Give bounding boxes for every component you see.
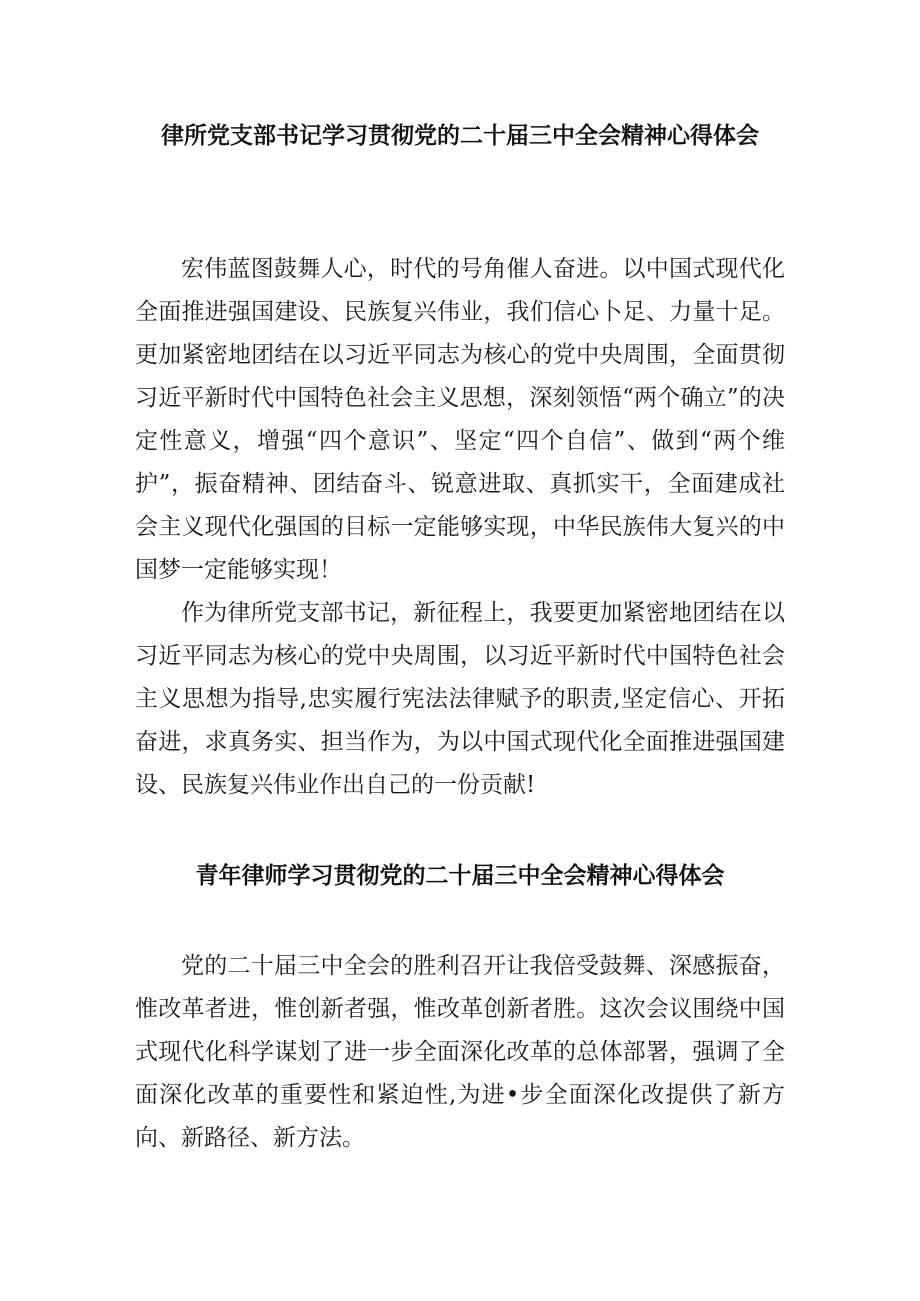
section-title: 律所党支部书记学习贯彻党的二十届三中全会精神心得体会	[161, 123, 759, 149]
body-paragraph: 党的二十届三中全会的胜利召开让我倍受鼓舞、深感振奋，惟改革者进，惟创新者强，惟改革创新者胜。这次会议围绕中国式现代化科学谋划了进一步全面深化改革的总体部署，强调了全面深化改革的重要性和紧迫性,为进•步全面深化改提供了新方向、新路径、新方法。	[135, 953, 785, 1151]
body-paragraph: 作为律所党支部书记，新征程上，我要更加紧密地团结在以习近平同志为核心的党中央周围，以习近平新时代中国特色社会主义思想为指导,忠实履行宪法法律赋予的职责,坚定信心、开拓奋进，求真务实、担当作为，为以中国式现代化全面推进强国建设、民族复兴伟业作出自己的一份贡献!	[135, 600, 785, 798]
section-title: 青年律师学习贯彻党的二十届三中全会精神心得体会	[195, 863, 725, 889]
body-paragraph: 宏伟蓝图鼓舞人心，时代的号角催人奋进。以中国式现代化全面推进强国建设、民族复兴伟业，我们信心卜足、力量十足。更加紧密地团结在以习近平同志为核心的党中央周围，全面贯彻习近平新时代中国特色社会主义思想，深刻领悟“两个确立”的决定性意义，增强“四个意识”、坚定“四个自信”、做到“两个维护”，振奋精神、团结奋斗、锐意进取、真抓实干，全面建成社会主义现代化强国的目标一定能够实现，中华民族伟大复兴的中国梦一定能够实现！	[135, 256, 785, 583]
